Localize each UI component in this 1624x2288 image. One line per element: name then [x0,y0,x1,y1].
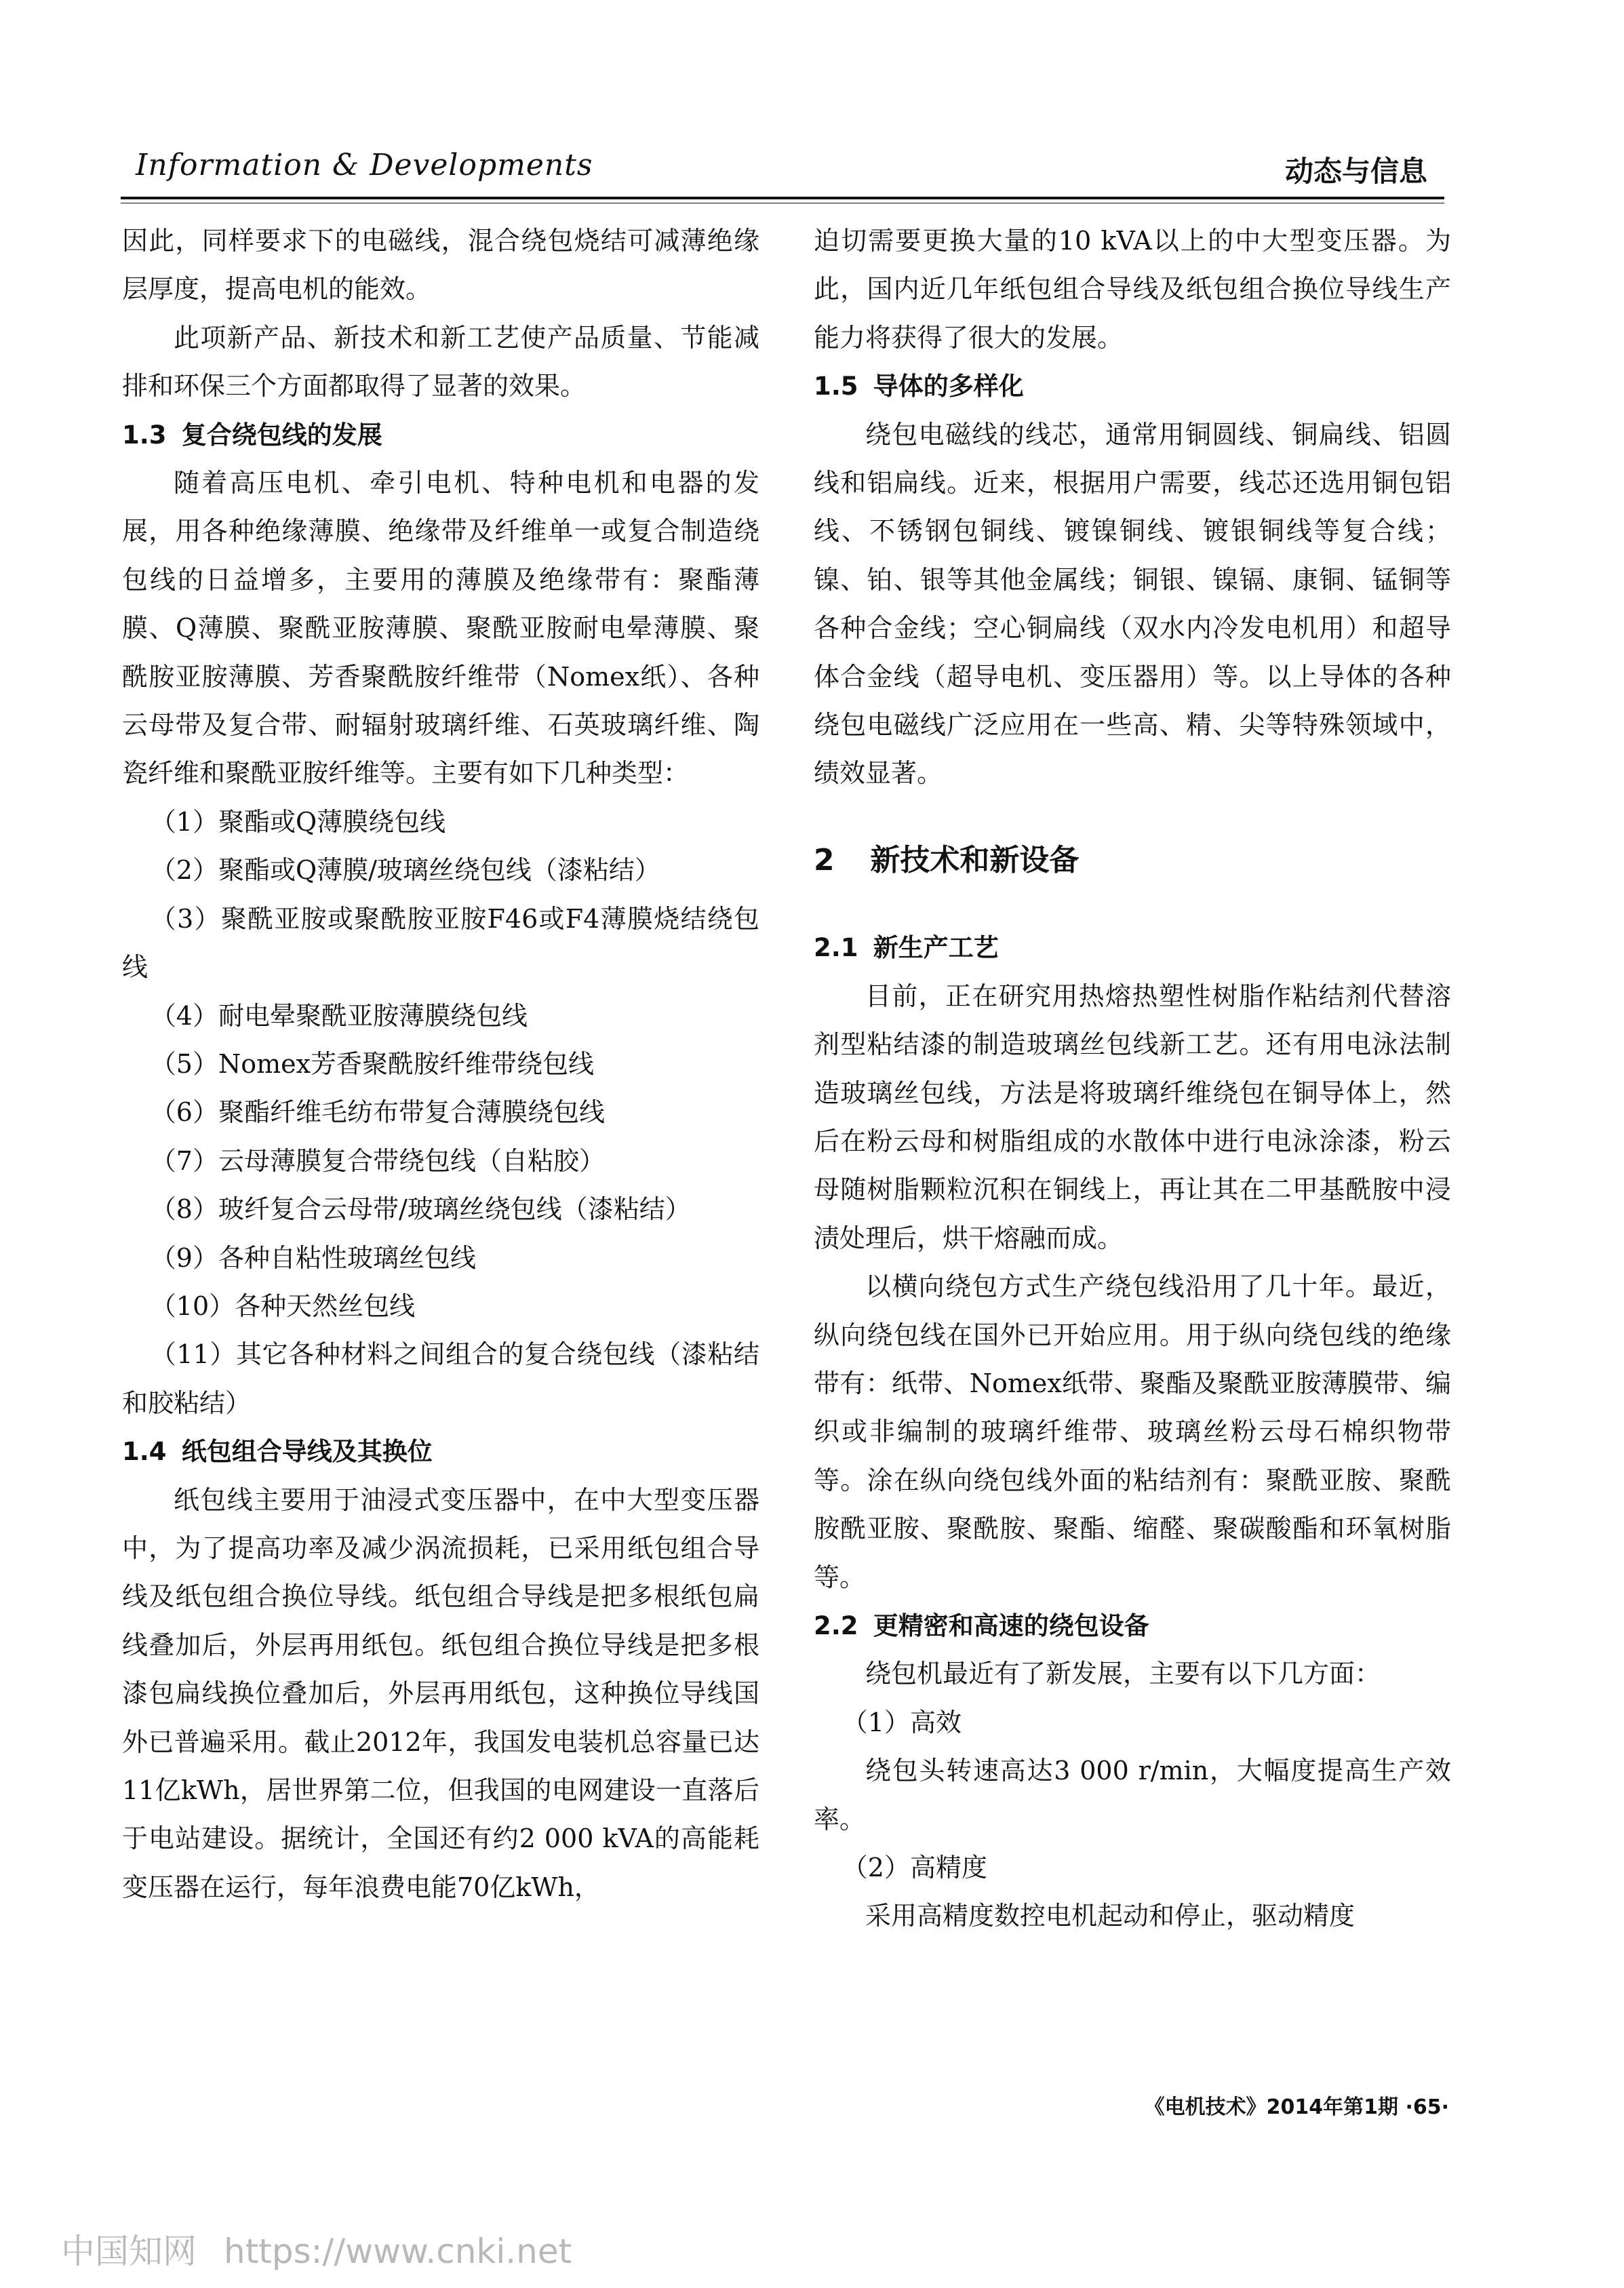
body-paragraph: 因此，同样要求下的电磁线，混合绕包烧结可减薄绝缘层厚度，提高电机的能效。 [122,226,759,304]
page-footer: 《电机技术》2014年第1期 ·65· [1144,2095,1449,2119]
header-rule [121,197,1444,199]
list-item: （9）各种自粘性玻璃丝包线 [150,1242,476,1273]
body-paragraph: 绕包机最近有了新发展，主要有以下几方面： [865,1659,1381,1689]
heading-text: 更精密和高速的绕包设备 [873,1611,1149,1640]
heading-number: 1.3 [122,420,167,450]
list-item: （10）各种天然丝包线 [150,1290,416,1321]
right-column [814,217,1451,1941]
body-paragraph: 迫切需要更换大量的10 kVA以上的中大型变压器。为此，国内近几年纸包组合导线及纸包组合换位导线生产能力将获得了很大的发展。 [814,226,1451,353]
list-item: （1）高效 [841,1707,962,1737]
body-paragraph: 目前，正在研究用热熔热塑性树脂作粘结剂代替溶剂型粘结漆的制造玻璃丝包线新工艺。还有用电泳法制造玻璃丝包线，方法是将玻璃纤维绕包在铜导体上，然后在粉云母和树脂组成的水散体中进行电泳涂漆，粉云母随树脂颗粒沉积在铜线上，再让其在二甲基酰胺中浸渍处理后，烘干熔融而成。 [814,981,1451,1253]
body-paragraph: 此项新产品、新技术和新工艺使产品质量、节能减排和环保三个方面都取得了显著的效果。 [122,322,759,401]
list-item: （7）云母薄膜复合带绕包线（自粘胶） [150,1145,605,1176]
list-item: （2）高精度 [841,1853,987,1882]
body-paragraph: 纸包线主要用于油浸式变压器中，在中大型变压器中，为了提高功率及减少涡流损耗，已采用纸包组合导线及纸包组合换位导线。纸包组合导线是把多根纸包扁线叠加后，外层再用纸包。纸包组合换位导线是把多根漆包扁线换位叠加后，外层再用纸包，这种换位导线国外已普遍采用。截止2012年，我国发电装机总容量已达11亿kWh，居世界第二位，但我国的电网建设一直落后于电站建设。据统计，全国还有约2 000 kVA的高能耗变压器在运行，每年浪费电能70亿kWh， [122,1484,759,1902]
heading-number: 1.4 [122,1437,167,1467]
list-item: （3）聚酰亚胺或聚酰胺亚胺F46或F4薄膜烧结绕包线 [122,903,759,983]
heading-text: 新生产工艺 [873,933,999,963]
subsection-heading [814,1602,1451,1650]
subsection-heading [122,1427,759,1476]
heading-text: 纸包组合导线及其换位 [181,1437,433,1467]
list-item: （8）玻纤复合云母带/玻璃丝绕包线（漆粘结） [150,1194,691,1225]
body-paragraph: 绕包电磁线的线芯，通常用铜圆线、铜扁线、铝圆线和铝扁线。近来，根据用户需要，线芯还选用铜包铝线、不锈钢包铜线、镀镍铜线、镀银铜线等复合线；镍、铂、银等其他金属线；铜银、镍镉、康铜、锰铜等各种合金线；空心铜扁线（双水内冷发电机用）和超导体合金线（超导电机、变压器用）等。以上导体的各种绕包电磁线广泛应用在一些高、精、尖等特殊领域中，绩效显著。 [814,419,1451,789]
list-item: （1）聚酯或Q薄膜绕包线 [150,806,446,837]
body-paragraph: 以横向绕包方式生产绕包线沿用了几十年。最近，纵向绕包线在国外已开始应用。用于纵向绕包线的绝缘带有：纸带、Nomex纸带、聚酯及聚酰亚胺薄膜带、编织或非编制的玻璃纤维带、玻璃丝粉云母石棉织物带等。涂在纵向绕包线外面的粘结剂有：聚酰亚胺、聚酰胺酰亚胺、聚酰胺、聚酯、缩醛、聚碳酸酯和环氧树脂等。 [814,1271,1451,1592]
watermark-site: 中国知网 [61,2232,197,2271]
list-item: （6）聚酯纤维毛纺布带复合薄膜绕包线 [150,1097,605,1128]
heading-number: 2.2 [814,1611,858,1640]
list-item: （2）聚酯或Q薄膜/玻璃丝绕包线（漆粘结） [150,855,660,886]
left-column [122,217,759,1912]
journal-header-title: Information & Developments [136,148,593,182]
heading-number: 2 [814,842,835,877]
heading-text: 复合绕包线的发展 [181,420,382,450]
cnki-watermark [61,2224,572,2273]
subsection-heading [814,362,1451,410]
list-item: （5）Nomex芳香聚酰胺纤维带绕包线 [150,1048,595,1079]
list-item: （11）其它各种材料之间组合的复合绕包线（漆粘结和胶粘结） [122,1339,759,1418]
subsection-heading [814,924,1451,972]
section-header-title: 动态与信息 [1284,155,1427,188]
list-item: （4）耐电晕聚酰亚胺薄膜绕包线 [150,1000,528,1031]
body-paragraph: 随着高压电机、牵引电机、特种电机和电器的发展，用各种绝缘薄膜、绝缘带及纤维单一或复合制造绕包线的日益增多，主要用的薄膜及绝缘带有：聚酯薄膜、Q薄膜、聚酰亚胺薄膜、聚酰亚胺耐电晕薄膜、聚酰胺亚胺薄膜、芳香聚酰胺纤维带（Nomex纸）、各种云母带及复合带、耐辐射玻璃纤维、石英玻璃纤维、陶瓷纤维和聚酰亚胺纤维等。主要有如下几种类型： [122,468,759,789]
heading-number: 1.5 [814,372,858,401]
watermark-url: https://www.cnki.net [224,2232,572,2271]
body-paragraph: 采用高精度数控电机起动和停止，驱动精度 [865,1901,1355,1931]
body-paragraph: 绕包头转速高达3 000 r/min，大幅度提高生产效率。 [814,1756,1451,1834]
heading-text: 新技术和新设备 [870,842,1080,877]
section-heading [814,836,1451,884]
subsection-heading [122,411,759,459]
heading-text: 导体的多样化 [873,372,1024,401]
heading-number: 2.1 [814,933,858,963]
